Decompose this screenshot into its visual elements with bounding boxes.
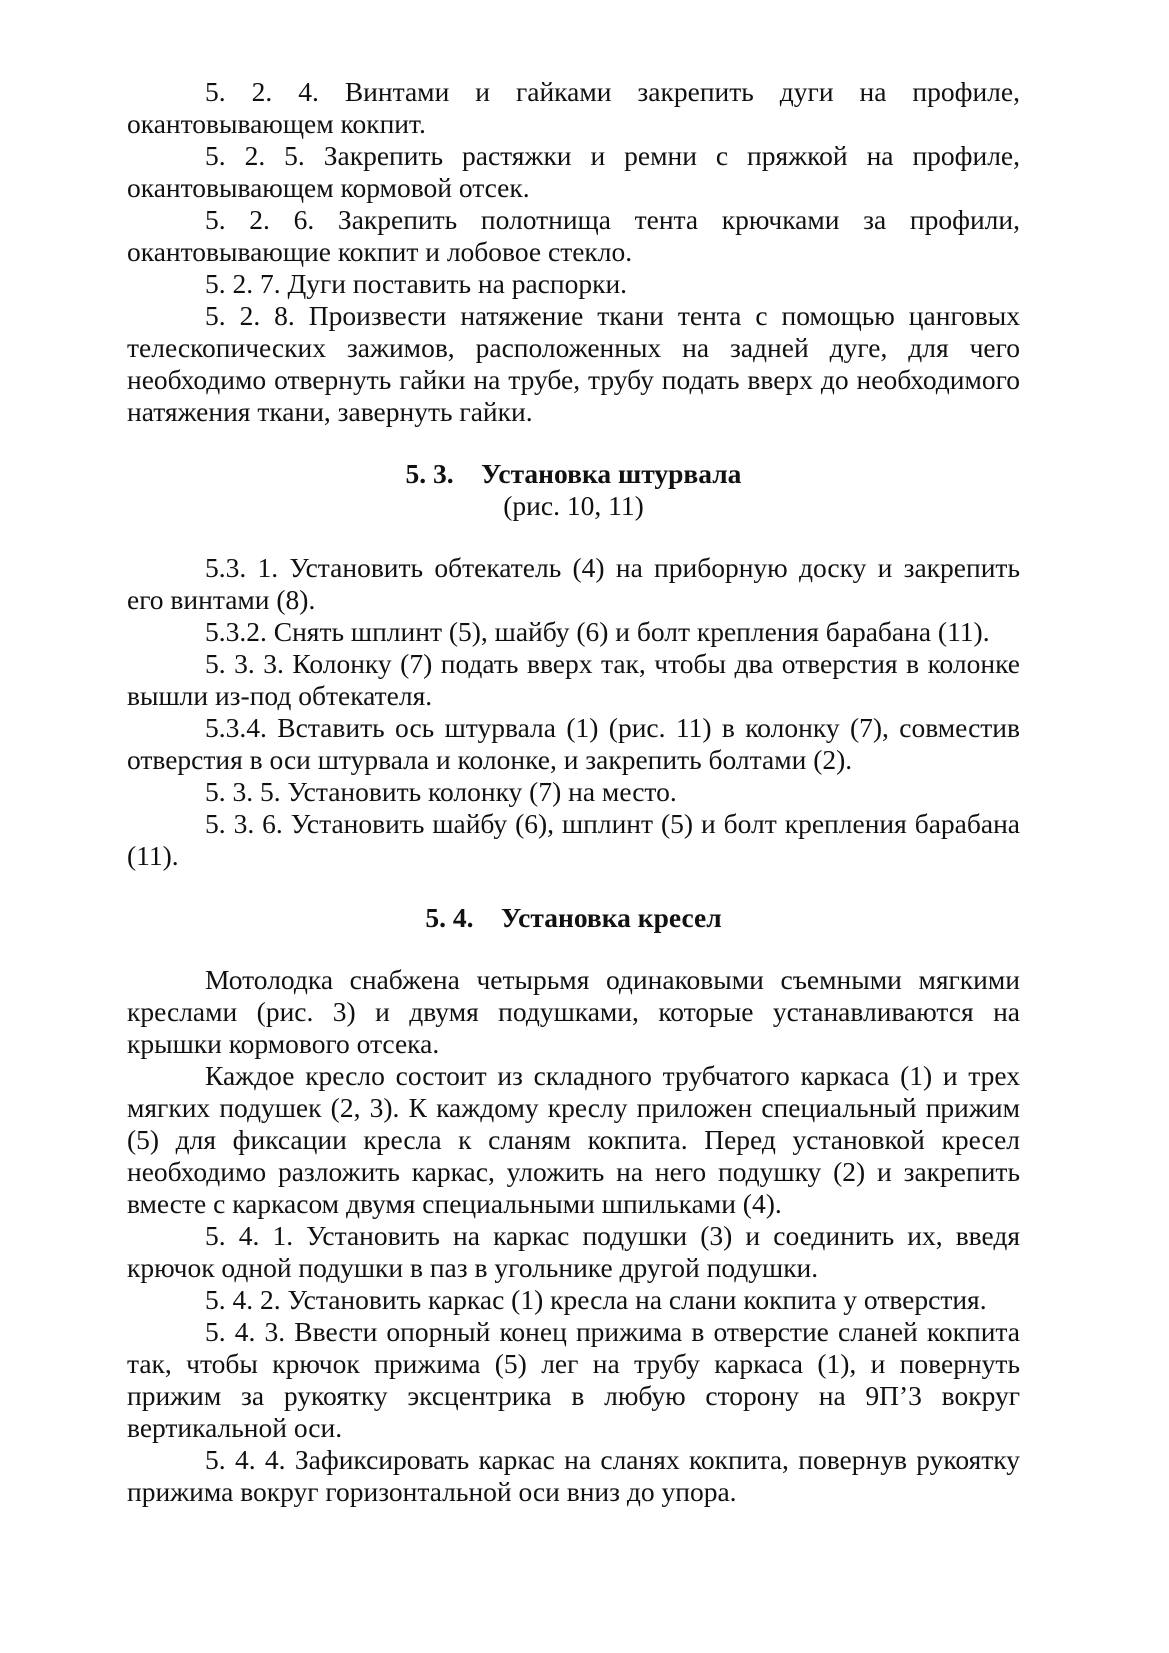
paragraph-5-2-8: 5. 2. 8. Произвести натяжение ткани тента с помощью цанговых телескопических зажимов, расположенных на задней дуге, для чего необходимо отвернуть гайки на трубе, трубу подать вверх до необходимого натяжения ткани, завернуть гайки. (127, 300, 1020, 427)
paragraph-5-3-3: 5. 3. 3. Колонку (7) подать вверх так, чтобы два отверстия в колонке вышли из-под обтекателя. (127, 648, 1020, 711)
paragraph-5-4-3: 5. 4. 3. Ввести опорный конец прижима в отверстие сланей кокпита так, чтобы крючок прижима (5) лег на трубу каркаса (1), и повернуть прижим за рукоятку эксцентрика в любую сторону на 9П’3 вокруг вертикальной оси. (127, 1316, 1020, 1443)
spacer (127, 872, 1020, 902)
spacer (127, 428, 1020, 458)
spacer (127, 522, 1020, 552)
paragraph-5-2-5: 5. 2. 5. Закрепить растяжки и ремни с пряжкой на профиле, окантовывающем кормовой отсек. (127, 140, 1020, 203)
paragraph-5-4-1: 5. 4. 1. Установить на каркас подушки (3) и соединить их, введя крючок одной подушки в паз в угольнике другой подушки. (127, 1220, 1020, 1283)
section-heading-5-4: 5. 4. Установка кресел (425, 902, 722, 933)
section-heading-5-3: 5. 3. Установка штурвала (405, 458, 742, 489)
paragraph-5-3-2: 5.3.2. Снять шплинт (5), шайбу (6) и болт крепления барабана (11). (205, 616, 990, 647)
paragraph-5-3-5: 5. 3. 5. Установить колонку (7) на место. (205, 776, 677, 807)
paragraph-5-4-intro: Мотолодка снабжена четырьмя одинаковыми съемными мягкими креслами (рис. 3) и двумя подушками, которые устанавливаются на крышки кормового отсека. (127, 964, 1020, 1059)
paragraph-5-4-2: 5. 4. 2. Установить каркас (1) кресла на слани кокпита у отверстия. (205, 1284, 987, 1315)
paragraph-5-2-6: 5. 2. 6. Закрепить полотнища тента крючками за профили, окантовывающие кокпит и лобовое стекло. (127, 204, 1020, 267)
section-subheading-5-3: (рис. 10, 11) (503, 490, 644, 521)
paragraph-5-2-7: 5. 2. 7. Дуги поставить на распорки. (205, 268, 628, 299)
document-page (127, 76, 1020, 1508)
paragraph-5-2-4: 5. 2. 4. Винтами и гайками закрепить дуги на профиле, окантовывающем кокпит. (127, 76, 1020, 139)
spacer (127, 934, 1020, 964)
paragraph-5-3-1: 5.3. 1. Установить обтекатель (4) на приборную доску и закрепить его винтами (8). (127, 552, 1020, 615)
paragraph-5-3-6: 5. 3. 6. Установить шайбу (6), шплинт (5) и болт крепления барабана (11). (127, 808, 1020, 871)
paragraph-5-4-chair-description: Каждое кресло состоит из складного трубчатого каркаса (1) и трех мягких подушек (2, 3). К каждому креслу приложен специальный прижим (5) для фиксации кресла к сланям кокпита. Перед установкой кресел необходимо разложить каркас, уложить на него подушку (2) и закрепить вместе с каркасом двумя специальными шпильками (4). (127, 1060, 1020, 1219)
paragraph-5-4-4: 5. 4. 4. Зафиксировать каркас на сланях кокпита, повернув рукоятку прижима вокруг горизонтальной оси вниз до упора. (127, 1444, 1020, 1507)
paragraph-5-3-4: 5.3.4. Вставить ось штурвала (1) (рис. 11) в колонку (7), совместив отверстия в оси штурвала и колонке, и закрепить болтами (2). (127, 712, 1020, 775)
